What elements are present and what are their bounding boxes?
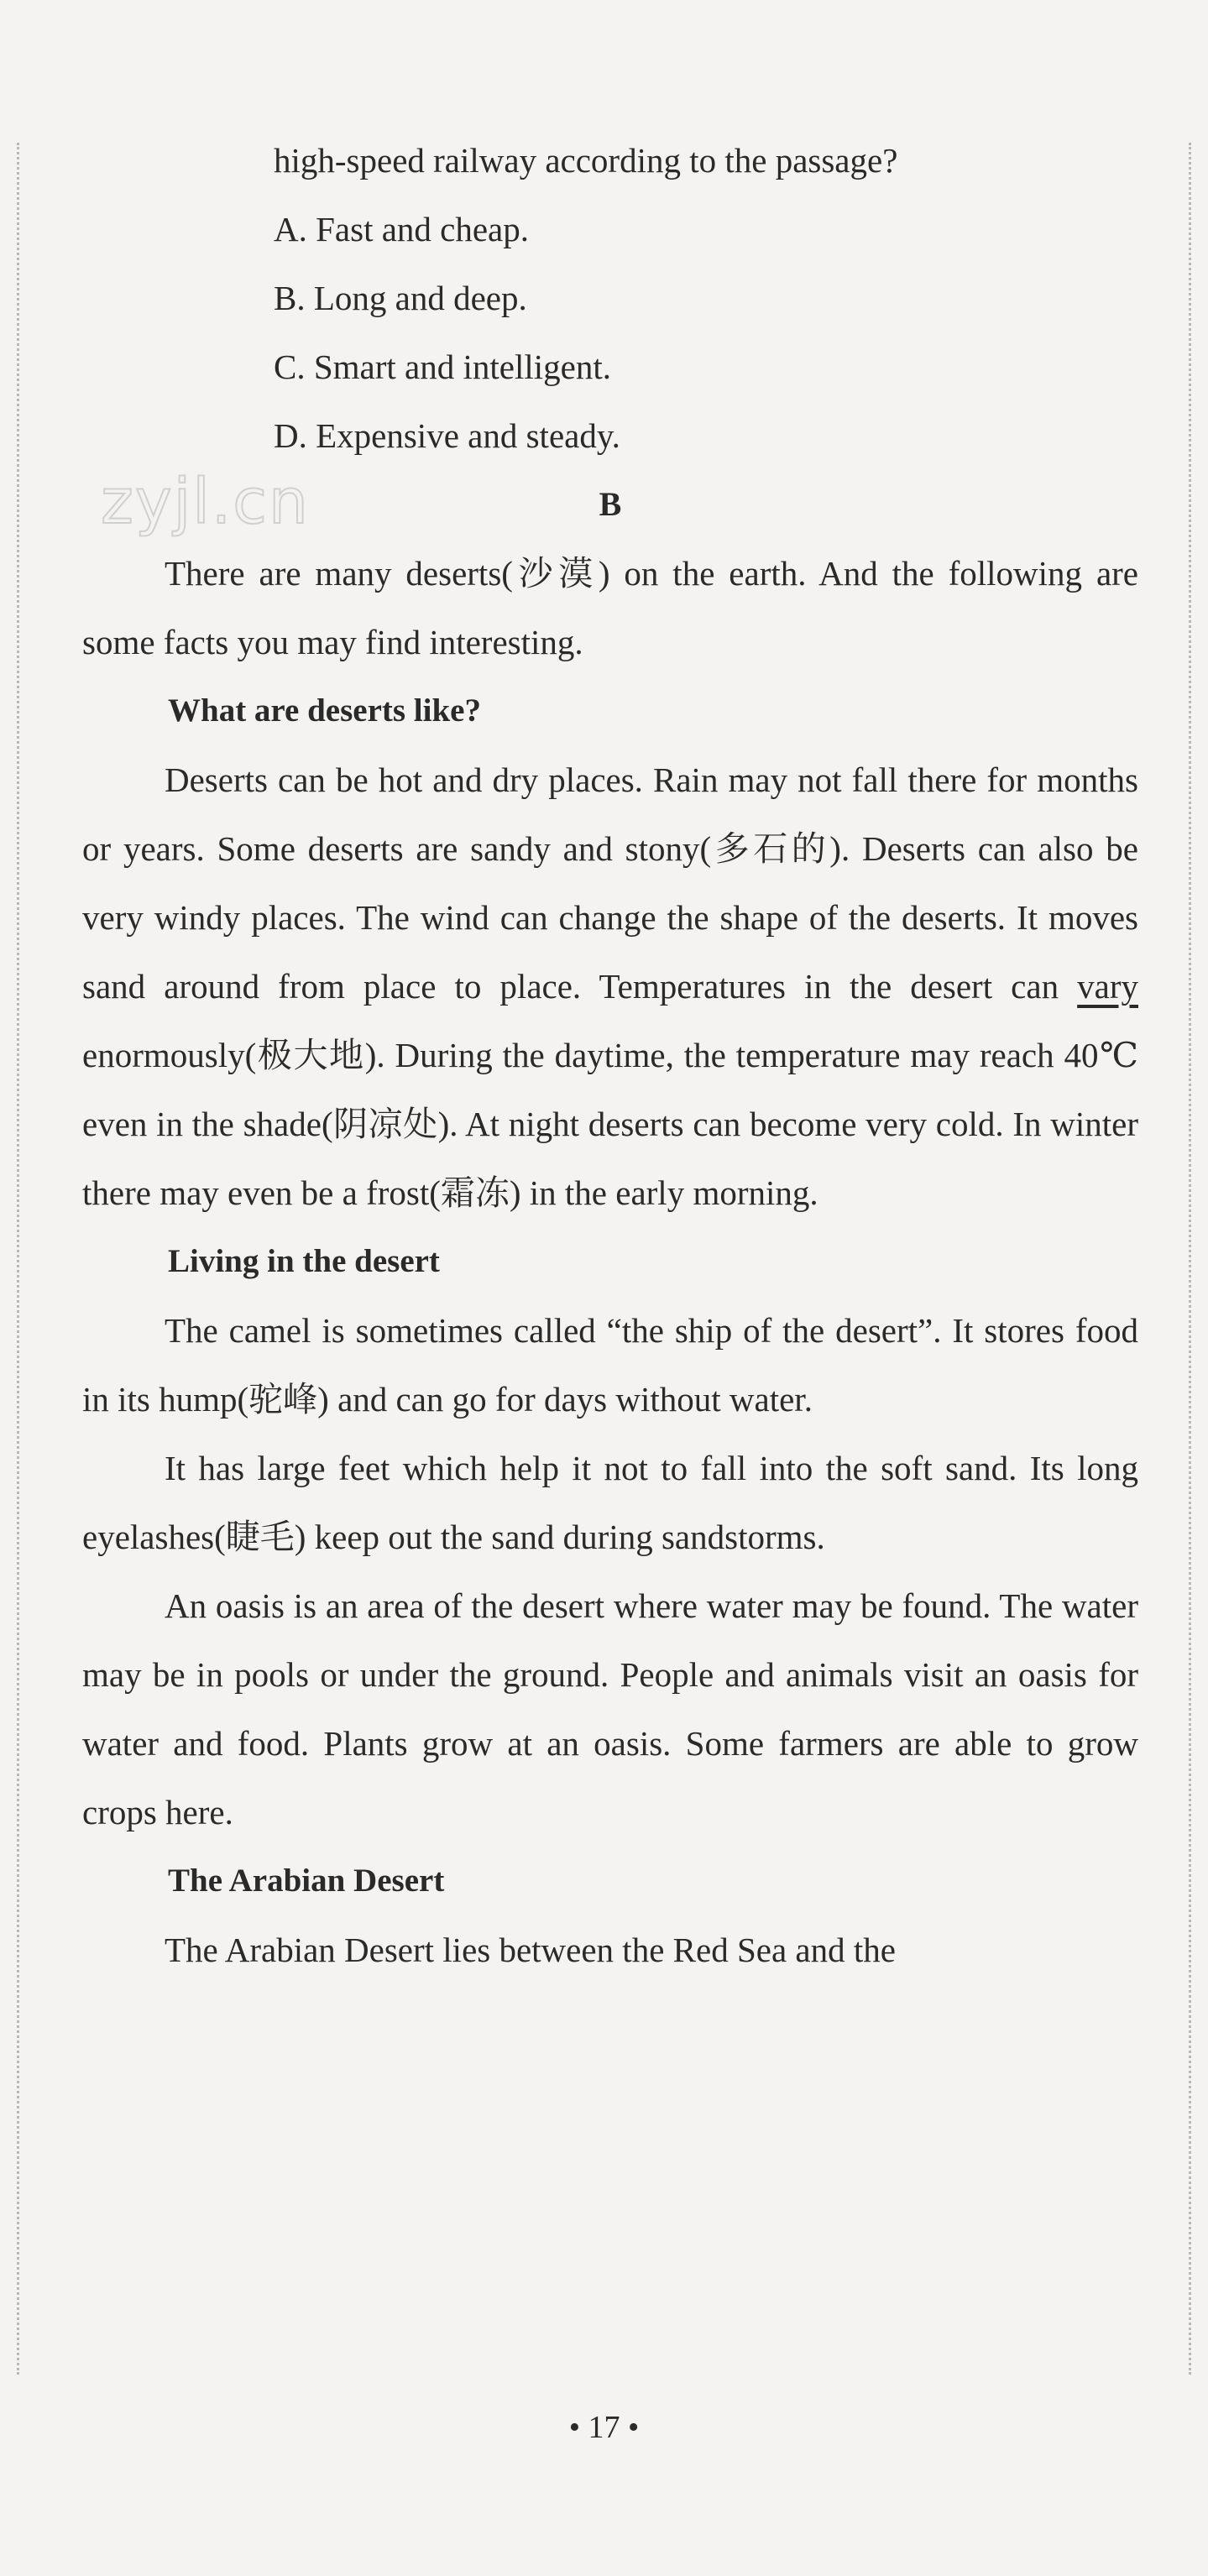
underlined-word: vary — [1077, 967, 1138, 1006]
paragraph-oasis: An oasis is an area of the desert where water may be found. The water may be in pools or under the ground. People and animals visit an oasis for water and food. Plants grow at an oasis. Some farmers are able to grow crops here. — [82, 1586, 1138, 1831]
right-margin-dotted-line — [1189, 143, 1191, 2375]
question-stem-end: high-speed railway according to the passage? — [274, 141, 898, 180]
paragraph-text: Deserts can be hot and dry places. Rain may not fall there for months or years. Some deserts are sandy and stony(多石的). Deserts can also be very windy places. The wind can change the shape of the deserts. It moves sand around from place to place. Temperatures in the desert can — [82, 760, 1138, 1006]
intro-paragraph: There are many deserts(沙漠) on the earth. And the following are some facts you may find interesting. — [82, 554, 1138, 661]
option-a: A. Fast and cheap. — [274, 210, 529, 248]
paragraph-camel: The camel is sometimes called “the ship of the desert”. It stores food in its hump(驼峰) and can go for days without water. — [82, 1311, 1138, 1419]
section-label: B — [599, 485, 622, 523]
option-b: B. Long and deep. — [274, 279, 527, 317]
paragraph-camel-feet: It has large feet which help it not to fall into the soft sand. Its long eyelashes(睫毛) keep out the sand during sandstorms. — [82, 1449, 1138, 1556]
paragraph-text: enormously(极大地). During the daytime, the temperature may reach 40℃ even in the shade(阴凉处). At night deserts can become very cold. In winter there may even be a frost(霜冻) in the early morning. — [82, 1036, 1138, 1212]
heading-arabian-desert: The Arabian Desert — [168, 1863, 445, 1899]
heading-living-in-desert: Living in the desert — [168, 1243, 440, 1279]
paragraph-deserts-like — [82, 745, 1138, 1227]
page-number: • 17 • — [568, 2410, 640, 2445]
paragraph-arabian-desert: The Arabian Desert lies between the Red Sea and the — [165, 1931, 896, 1969]
option-c: C. Smart and intelligent. — [274, 347, 611, 386]
option-d: D. Expensive and steady. — [274, 416, 620, 455]
watermark-logo: zyjl.cn — [101, 466, 310, 538]
page-content — [82, 126, 1138, 1984]
left-margin-dotted-line — [17, 143, 19, 2375]
heading-deserts-like: What are deserts like? — [168, 692, 481, 729]
